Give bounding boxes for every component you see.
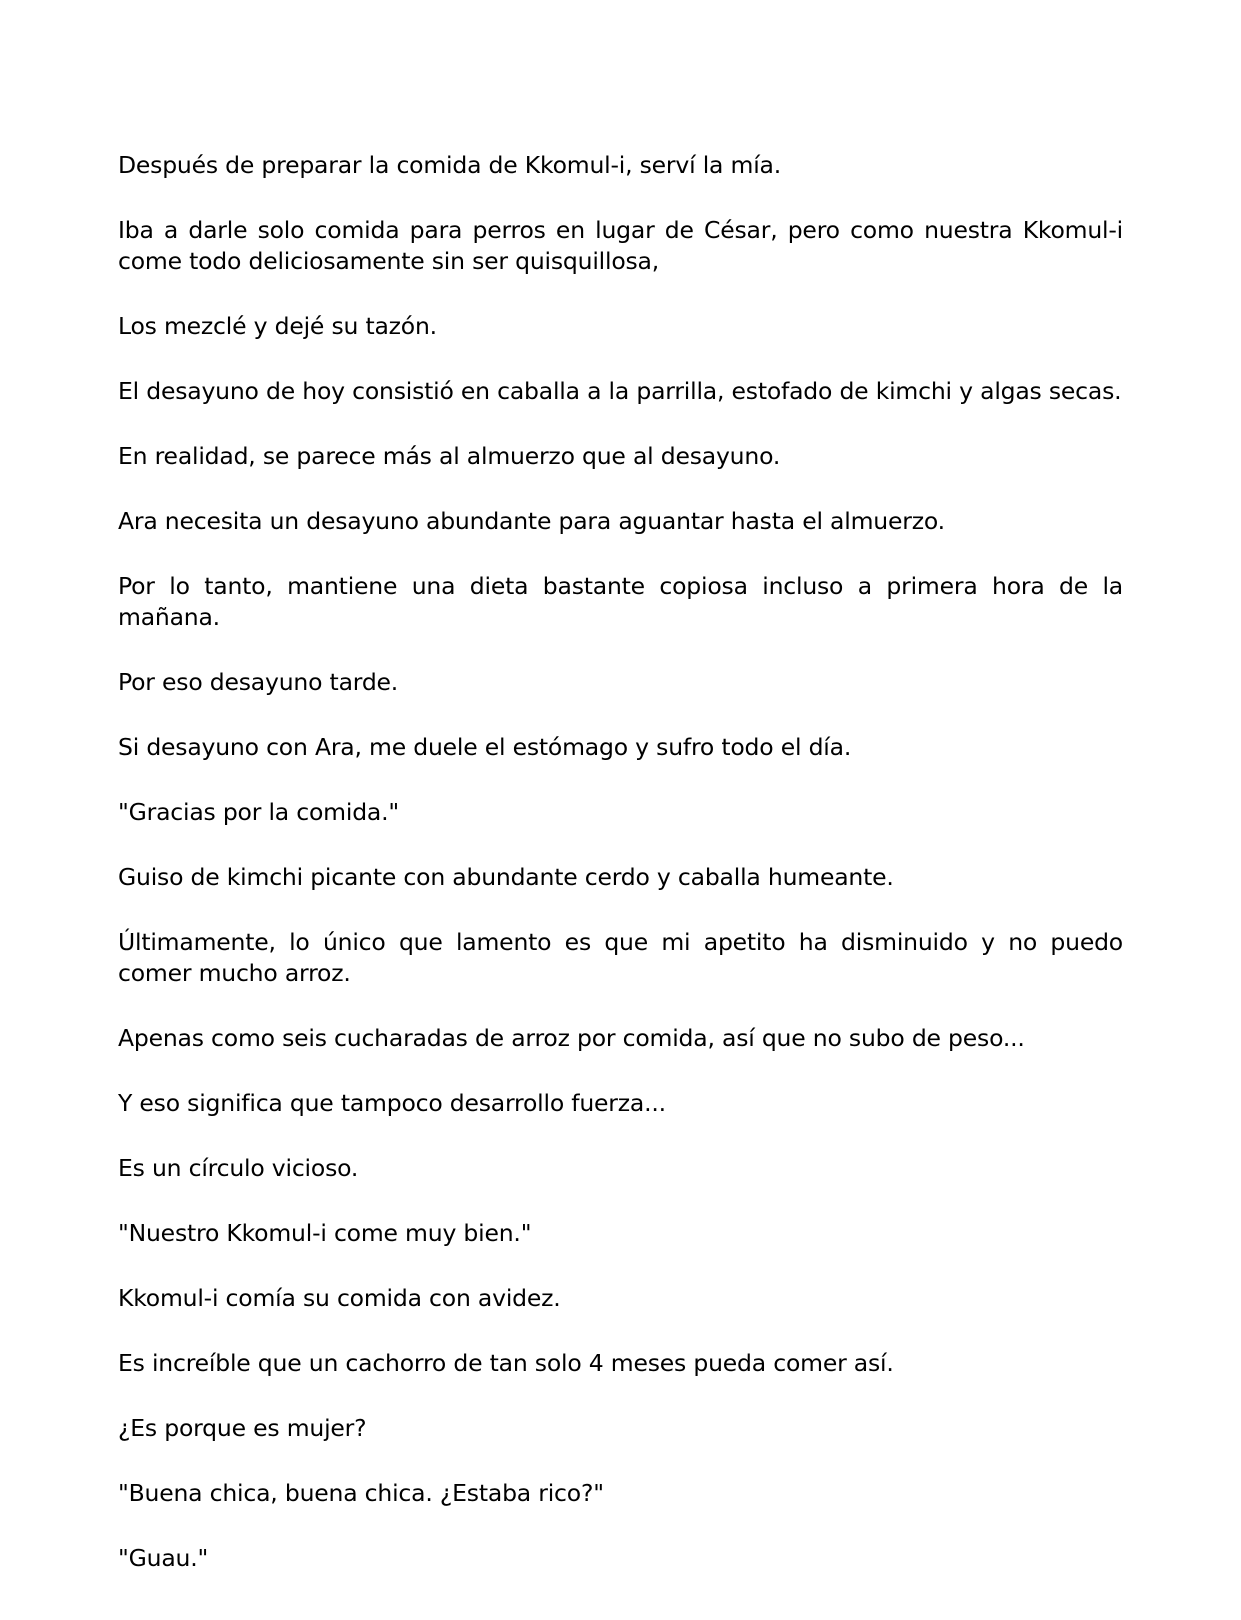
paragraph: Y eso significa que tampoco desarrollo fuerza... <box>118 1089 666 1117</box>
paragraph: Ara necesita un desayuno abundante para aguantar hasta el almuerzo. <box>118 507 945 535</box>
paragraph: El desayuno de hoy consistió en caballa a la parrilla, estofado de kimchi y algas secas. <box>118 377 1122 405</box>
paragraph: Los mezclé y dejé su tazón. <box>118 312 437 340</box>
paragraph: "Gracias por la comida." <box>118 798 399 826</box>
paragraph: Iba a darle solo comida para perros en lugar de César, pero como nuestra Kkomul-i come todo deliciosamente sin ser quisquillosa, <box>118 216 1123 275</box>
paragraph: Después de preparar la comida de Kkomul-i, serví la mía. <box>118 151 781 179</box>
paragraph: Guiso de kimchi picante con abundante cerdo y caballa humeante. <box>118 863 894 891</box>
paragraph: Por lo tanto, mantiene una dieta bastante copiosa incluso a primera hora de la mañana. <box>118 572 1123 631</box>
paragraph: Apenas como seis cucharadas de arroz por comida, así que no subo de peso... <box>118 1024 1025 1052</box>
paragraph: "Nuestro Kkomul-i come muy bien." <box>118 1219 532 1247</box>
paragraph: Es un círculo vicioso. <box>118 1154 359 1182</box>
text-column <box>118 150 1123 1608</box>
paragraph: Por eso desayuno tarde. <box>118 668 399 696</box>
paragraph: ¿Es porque es mujer? <box>118 1414 367 1442</box>
paragraph: En realidad, se parece más al almuerzo que al desayuno. <box>118 442 781 470</box>
paragraph: Kkomul-i comía su comida con avidez. <box>118 1284 561 1312</box>
paragraph: Si desayuno con Ara, me duele el estómago y sufro todo el día. <box>118 733 852 761</box>
paragraph: "Guau." <box>118 1544 209 1572</box>
paragraph: Es increíble que un cachorro de tan solo 4 meses pueda comer así. <box>118 1349 894 1377</box>
paragraph: Últimamente, lo único que lamento es que mi apetito ha disminuido y no puedo comer mucho arroz. <box>118 928 1123 987</box>
paragraph: "Buena chica, buena chica. ¿Estaba rico?" <box>118 1479 604 1507</box>
